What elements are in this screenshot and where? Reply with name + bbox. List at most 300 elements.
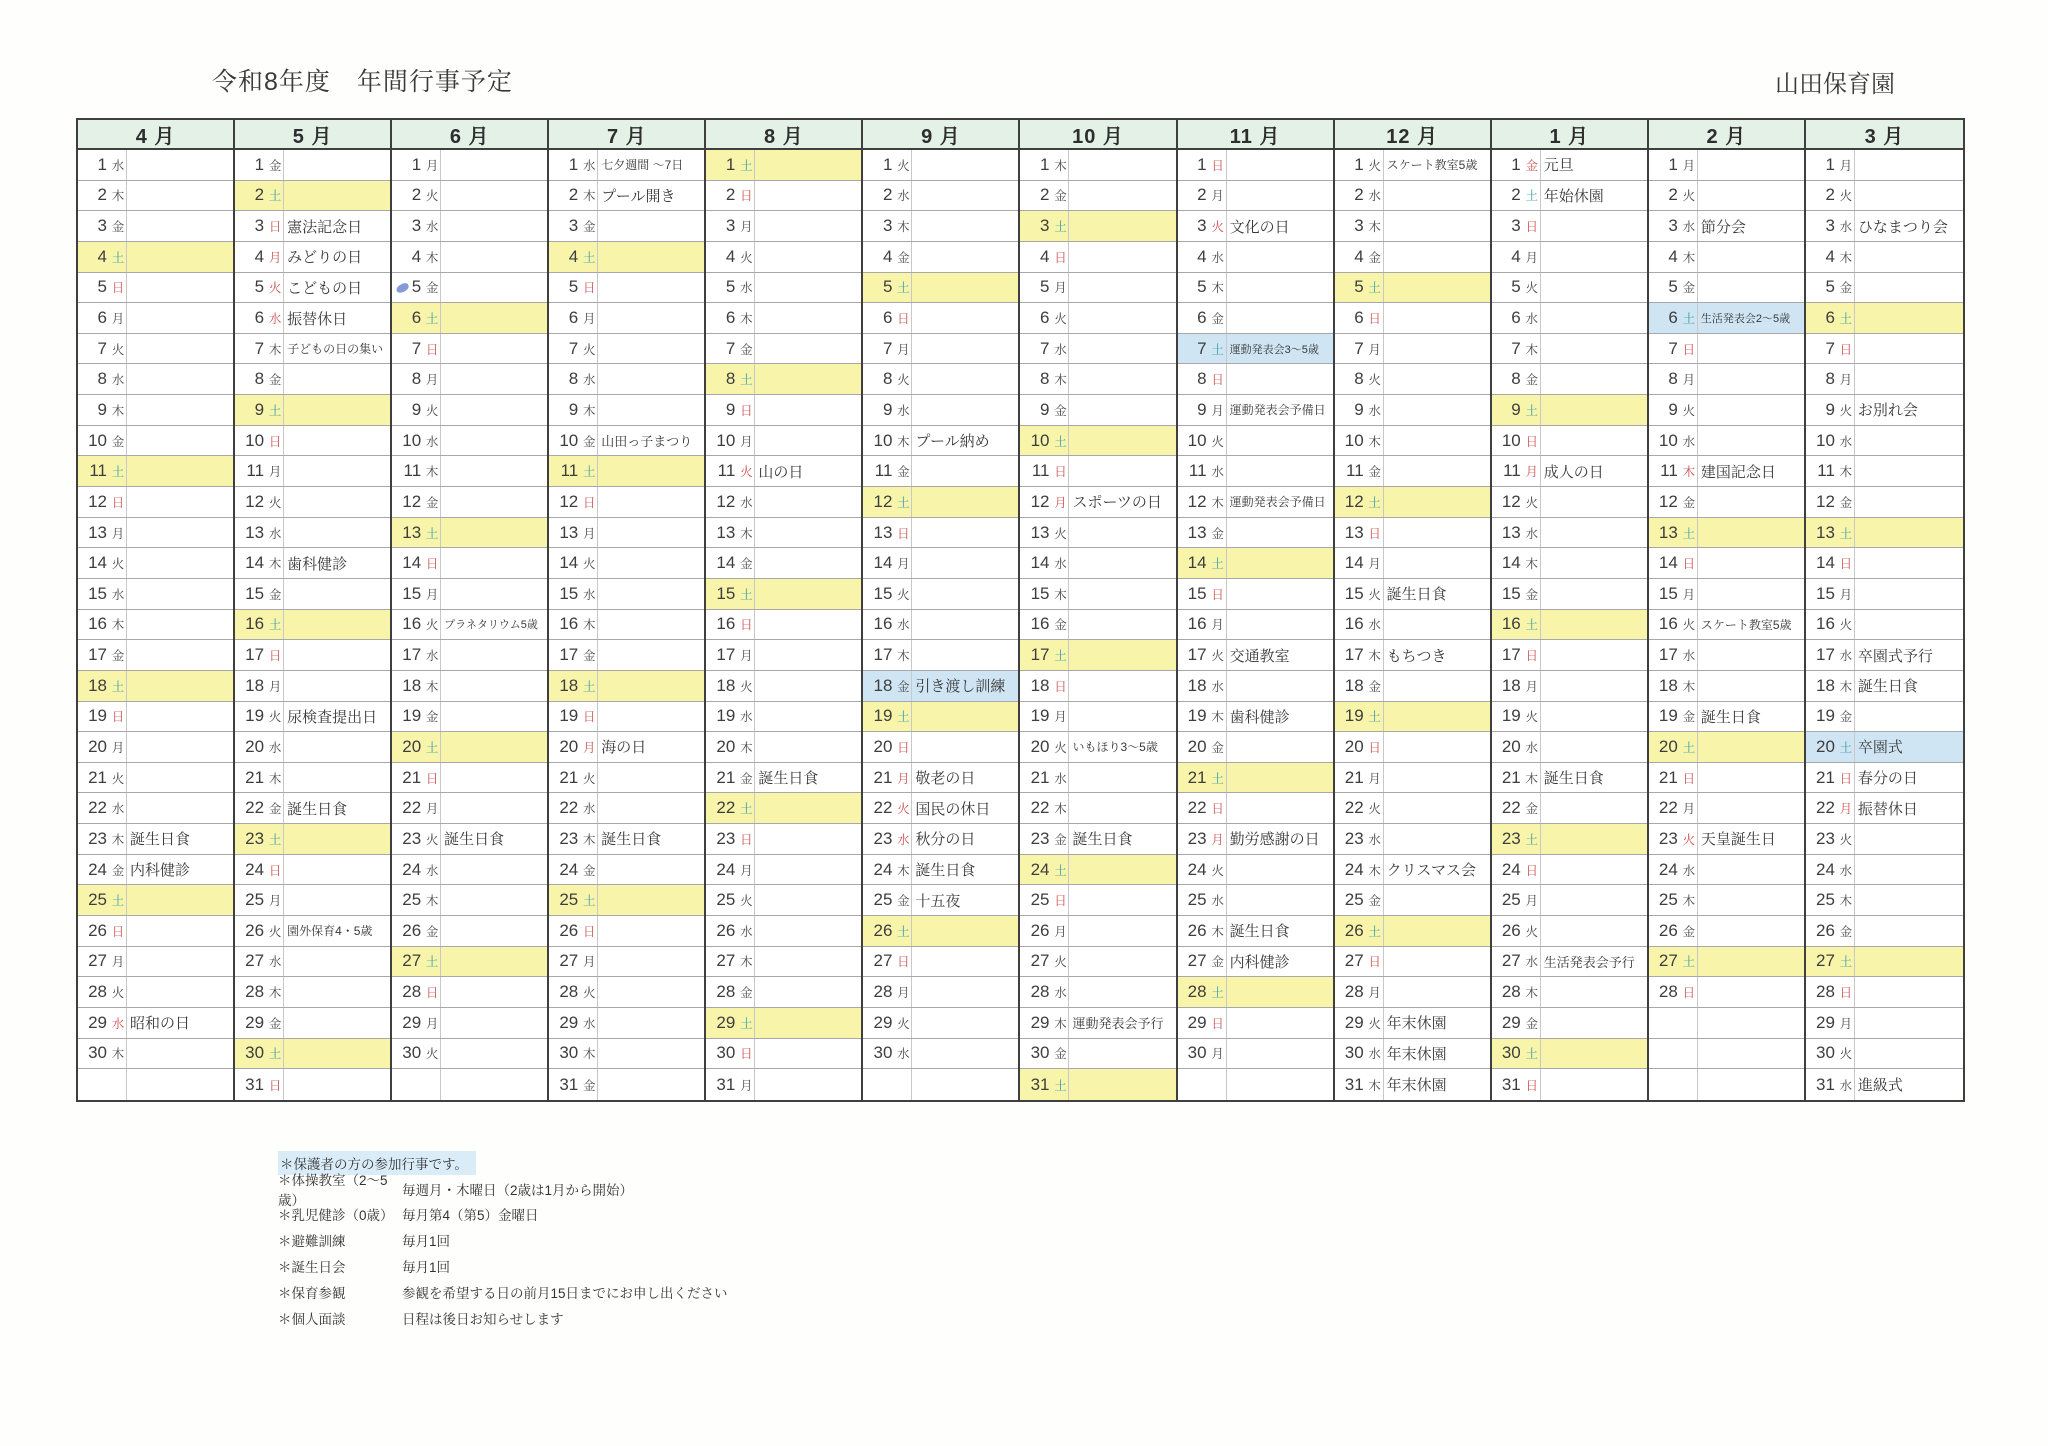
day-number: 3: [1197, 216, 1207, 236]
event-label: 誕生日食: [1540, 763, 1647, 793]
event-label: [283, 364, 390, 394]
day-number: 23: [559, 828, 579, 848]
weekday-char: 金: [1211, 955, 1224, 970]
day-cell: [549, 793, 704, 824]
day-cell: [235, 273, 390, 304]
event-label: [283, 610, 390, 640]
event-label: [126, 763, 233, 793]
event-label: [440, 426, 547, 456]
weekday-char: 日: [268, 1078, 282, 1093]
day-cell: [1178, 1039, 1333, 1070]
day-number: 28: [1344, 982, 1364, 1002]
weekday-char: 日: [740, 618, 753, 633]
day-number: 23: [402, 828, 422, 848]
event-label: [1697, 977, 1804, 1007]
weekday-char: 土: [111, 465, 125, 480]
event-label: [1226, 150, 1333, 180]
event-label: [1540, 793, 1647, 823]
event-label: [597, 334, 704, 364]
day-cell: [1020, 824, 1175, 855]
event-label: [597, 211, 704, 241]
weekday-char: 火: [740, 679, 753, 694]
day-cell: [549, 518, 704, 549]
month-column-1: [78, 120, 235, 1100]
weekday-char: 月: [425, 587, 439, 602]
weekday-char: 月: [1211, 403, 1224, 418]
day-number: 30: [716, 1043, 736, 1063]
weekday-char: 水: [1368, 618, 1381, 633]
day-number: 15: [1030, 583, 1050, 603]
day-cell: [863, 947, 1018, 978]
weekday-char: 木: [1839, 250, 1853, 265]
day-cell: [78, 640, 233, 671]
month-header: 5 月: [235, 120, 390, 150]
weekday-char: 土: [1525, 189, 1538, 204]
day-cell: [863, 671, 1018, 702]
day-number: 13: [716, 522, 736, 542]
event-label: [1383, 273, 1490, 303]
event-label: [911, 916, 1018, 946]
event-label: [1697, 150, 1804, 180]
weekday-char: 火: [1839, 832, 1853, 847]
event-label: 振替休日: [1854, 793, 1963, 823]
day-number: 17: [873, 645, 893, 665]
weekday-char: 月: [268, 679, 282, 694]
weekday-char: 月: [1525, 465, 1538, 480]
day-number: 7: [411, 338, 422, 358]
event-label: 運動発表会予行: [1068, 1008, 1175, 1038]
weekday-char: 月: [1525, 894, 1538, 909]
weekday-char: 月: [1211, 832, 1224, 847]
day-number: 6: [254, 308, 265, 328]
day-number: 10: [716, 430, 736, 450]
day-cell: [235, 1039, 390, 1070]
day-cell: [1020, 640, 1175, 671]
day-number: 25: [1187, 890, 1207, 910]
day-number: 19: [873, 706, 893, 726]
event-label: [1226, 426, 1333, 456]
day-number: 17: [1658, 645, 1678, 665]
event-label: [1854, 579, 1963, 609]
month-column-12: [1806, 120, 1963, 1100]
weekday-char: 火: [1054, 312, 1067, 327]
weekday-char: 火: [582, 557, 596, 572]
day-number: 20: [716, 736, 736, 756]
event-label: [1068, 395, 1175, 425]
event-label: [911, 610, 1018, 640]
day-number: 16: [402, 614, 422, 634]
event-label: [1068, 150, 1175, 180]
weekday-char: 土: [1368, 710, 1381, 725]
event-label: [126, 273, 233, 303]
day-number: 23: [873, 828, 893, 848]
day-number: 9: [97, 399, 107, 419]
event-label: [1697, 763, 1804, 793]
weekday-char: 月: [1839, 802, 1853, 817]
day-cell: [1492, 947, 1647, 978]
weekday-char: 金: [897, 679, 910, 694]
weekday-char: 日: [1368, 526, 1381, 541]
day-number: 11: [1503, 461, 1521, 481]
event-label: [1383, 456, 1490, 486]
day-cell: [863, 303, 1018, 334]
day-cell: [1020, 885, 1175, 916]
day-number: 13: [245, 522, 265, 542]
event-label: [126, 702, 233, 732]
event-label: [1540, 702, 1647, 732]
event-label: 誕生日食: [911, 855, 1018, 885]
weekday-char: 月: [897, 342, 910, 357]
weekday-char: 火: [897, 587, 910, 602]
day-cell: [549, 671, 704, 702]
weekday-char: 水: [111, 373, 125, 388]
event-label: [1068, 334, 1175, 364]
weekday-char: 火: [1054, 955, 1067, 970]
day-number: 5: [97, 277, 107, 297]
event-label: [1854, 273, 1963, 303]
event-label: [1383, 395, 1490, 425]
day-number: 5: [1825, 277, 1835, 297]
event-label: [126, 977, 233, 1007]
day-number: 17: [88, 645, 107, 665]
day-cell: [1178, 303, 1333, 334]
day-cell: [1335, 977, 1490, 1008]
event-label: プラネタリウム5歳: [440, 610, 547, 640]
event-label: 山の日: [754, 456, 861, 486]
weekday-char: 木: [111, 403, 125, 418]
day-cell: [863, 518, 1018, 549]
day-number: 6: [882, 308, 893, 328]
weekday-char: 月: [268, 894, 282, 909]
event-label: [1068, 303, 1175, 333]
weekday-char: 日: [268, 649, 282, 664]
day-number: 17: [402, 645, 422, 665]
day-cell: [392, 456, 547, 487]
note-desc: 参観を希望する日の前月15日までにお申し出ください: [402, 1285, 728, 1301]
event-label: [1383, 242, 1490, 272]
weekday-char: 木: [897, 434, 910, 449]
day-cell: [392, 364, 547, 395]
event-label: 内科健診: [126, 855, 233, 885]
event-label: [754, 916, 861, 946]
day-cell: [235, 610, 390, 641]
event-label: [440, 640, 547, 670]
day-cell: [706, 395, 861, 426]
weekday-char: 金: [268, 587, 282, 602]
day-number: 23: [1658, 828, 1678, 848]
day-number: 18: [1344, 675, 1364, 695]
weekday-char: 土: [111, 679, 125, 694]
day-number: 4: [97, 246, 107, 266]
weekday-char: 水: [1054, 986, 1067, 1001]
day-number: 27: [1187, 951, 1207, 971]
event-label: [597, 793, 704, 823]
day-cell: [1806, 947, 1963, 978]
day-cell: [863, 181, 1018, 212]
event-label: [911, 487, 1018, 517]
month-column-4: [549, 120, 706, 1100]
event-label: 元旦: [1540, 150, 1647, 180]
day-number: 12: [716, 491, 736, 511]
event-label: [597, 855, 704, 885]
day-cell: [1335, 885, 1490, 916]
day-number: 2: [1040, 185, 1050, 205]
event-label: 誕生日食: [1068, 824, 1175, 854]
weekday-char: 月: [1839, 587, 1853, 602]
day-cell: [1806, 671, 1963, 702]
day-number: 23: [1187, 828, 1207, 848]
day-cell: [549, 885, 704, 916]
event-label: スケート教室5歳: [1697, 610, 1804, 640]
weekday-char: 土: [582, 250, 596, 265]
weekday-char: 水: [1054, 557, 1067, 572]
day-cell: [549, 763, 704, 794]
day-number: 11: [1031, 461, 1050, 481]
day-number: 20: [873, 736, 893, 756]
weekday-char: 月: [1368, 771, 1381, 786]
day-number: 12: [402, 491, 422, 511]
day-number: 27: [1658, 951, 1678, 971]
day-number: 29: [1815, 1012, 1835, 1032]
event-label: 運動発表会3～5歳: [1226, 334, 1333, 364]
day-number: 30: [88, 1043, 107, 1063]
day-number: 10: [1187, 430, 1207, 450]
day-cell: [235, 1069, 390, 1100]
event-label: 内科健診: [1226, 947, 1333, 977]
event-label: [754, 1039, 861, 1069]
event-label: [126, 885, 233, 915]
month-header: 2 月: [1649, 120, 1804, 150]
weekday-char: 金: [1368, 250, 1381, 265]
day-cell: [1492, 548, 1647, 579]
day-number: 24: [559, 859, 579, 879]
event-label: [911, 947, 1018, 977]
day-number: 1: [1197, 154, 1207, 174]
day-number: 9: [882, 399, 893, 419]
day-cell: [1649, 916, 1804, 947]
day-cell: [1178, 211, 1333, 242]
day-number: 24: [1030, 859, 1050, 879]
day-number: 5: [254, 277, 265, 297]
day-cell: [78, 824, 233, 855]
day-number: 11: [717, 461, 736, 481]
month-column-8: [1178, 120, 1335, 1100]
day-number: 26: [873, 920, 893, 940]
weekday-char: 金: [582, 220, 596, 235]
day-number: 8: [882, 369, 893, 389]
event-label: 成人の日: [1540, 456, 1647, 486]
day-number: 21: [88, 767, 107, 787]
day-number: 8: [568, 369, 579, 389]
month-header: 11 月: [1178, 120, 1333, 150]
event-label: [1540, 1039, 1647, 1069]
day-number: 15: [1658, 583, 1678, 603]
day-cell: [1492, 242, 1647, 273]
day-cell: [863, 855, 1018, 886]
event-label: [1068, 793, 1175, 823]
event-label: 尿検査提出日: [283, 702, 390, 732]
day-number: 1: [1825, 154, 1835, 174]
weekday-char: 日: [1211, 802, 1224, 817]
day-number: 8: [1197, 369, 1207, 389]
weekday-char: 日: [897, 740, 910, 755]
day-number: 25: [1658, 890, 1678, 910]
day-cell: [549, 732, 704, 763]
day-cell: [1178, 640, 1333, 671]
day-number: 20: [402, 736, 422, 756]
weekday-char: 土: [1525, 618, 1538, 633]
day-number: 28: [88, 982, 107, 1002]
weekday-char: 日: [425, 557, 439, 572]
day-cell: [78, 211, 233, 242]
weekday-char: 水: [425, 649, 439, 664]
event-label: [1226, 793, 1333, 823]
day-cell: [1649, 364, 1804, 395]
day-number: 13: [402, 522, 422, 542]
day-number: 6: [1668, 308, 1678, 328]
day-cell: [1020, 456, 1175, 487]
day-cell: [78, 456, 233, 487]
event-label: [283, 1008, 390, 1038]
event-label: 誕生日食: [1854, 671, 1963, 701]
day-cell: [863, 732, 1018, 763]
event-label: [126, 640, 233, 670]
day-cell: [1178, 610, 1333, 641]
day-number: 15: [1187, 583, 1207, 603]
event-label: [1540, 732, 1647, 762]
weekday-char: 火: [1525, 495, 1538, 510]
day-cell: [235, 855, 390, 886]
weekday-char: 水: [897, 832, 910, 847]
weekday-char: 月: [1525, 250, 1538, 265]
day-cell: [863, 579, 1018, 610]
day-number: 18: [1501, 675, 1521, 695]
day-cell: [1335, 456, 1490, 487]
weekday-char: 木: [1525, 986, 1538, 1001]
event-label: [283, 824, 390, 854]
day-number: 26: [1501, 920, 1521, 940]
day-number: 30: [1187, 1043, 1207, 1063]
day-cell: [1020, 1039, 1175, 1070]
day-number: 25: [1501, 890, 1521, 910]
day-number: 28: [402, 982, 422, 1002]
weekday-char: 金: [1839, 281, 1853, 296]
day-number: 15: [245, 583, 265, 603]
event-label: 建国記念日: [1697, 456, 1804, 486]
day-cell: [1806, 242, 1963, 273]
day-cell: [392, 763, 547, 794]
day-number: 5: [411, 277, 422, 297]
event-label: [1697, 242, 1804, 272]
day-number: 3: [1825, 216, 1835, 236]
event-label: [440, 702, 547, 732]
event-label: [1383, 824, 1490, 854]
weekday-char: 土: [1211, 342, 1224, 357]
weekday-char: 火: [1211, 220, 1224, 235]
weekday-char: 日: [1368, 740, 1381, 755]
weekday-char: 火: [1682, 618, 1696, 633]
day-number: 12: [873, 491, 893, 511]
day-number: 30: [402, 1043, 422, 1063]
day-number: 24: [1344, 859, 1364, 879]
day-number: 28: [716, 982, 736, 1002]
event-label: [1383, 303, 1490, 333]
weekday-char: 土: [1682, 526, 1696, 541]
day-number: 3: [1511, 216, 1521, 236]
day-cell: [1806, 1039, 1963, 1070]
event-label: 誕生日食: [440, 824, 547, 854]
event-label: [754, 1069, 861, 1100]
day-number: 16: [1501, 614, 1521, 634]
weekday-char: 日: [1211, 1016, 1224, 1031]
day-cell: [1492, 1039, 1647, 1070]
event-label: 卒園式予行: [1854, 640, 1963, 670]
day-cell: [78, 181, 233, 212]
weekday-char: 水: [425, 220, 439, 235]
day-number: 14: [1658, 553, 1678, 573]
day-number: 27: [402, 951, 422, 971]
weekday-char: 日: [1368, 312, 1381, 327]
day-cell: [78, 1039, 233, 1070]
weekday-char: 土: [1839, 955, 1853, 970]
weekday-char: 月: [1368, 986, 1381, 1001]
event-label: [597, 885, 704, 915]
weekday-char: 日: [740, 1047, 753, 1062]
weekday-char: 木: [1211, 281, 1224, 296]
day-cell: [1178, 763, 1333, 794]
weekday-char: 木: [1682, 894, 1696, 909]
day-cell: [392, 885, 547, 916]
day-cell: [78, 793, 233, 824]
event-label: [1383, 977, 1490, 1007]
event-label: [1697, 1039, 1804, 1069]
event-label: こどもの日: [283, 273, 390, 303]
note-row-2: [278, 1202, 728, 1228]
note-items: [278, 1172, 728, 1331]
day-cell: [863, 211, 1018, 242]
weekday-char: 金: [897, 250, 910, 265]
event-label: [126, 150, 233, 180]
weekday-char: 月: [268, 250, 282, 265]
day-number: 25: [716, 890, 736, 910]
weekday-char: 木: [1839, 679, 1853, 694]
event-label: [126, 610, 233, 640]
day-cell: [706, 1008, 861, 1039]
day-cell: [1492, 702, 1647, 733]
event-label: スポーツの日: [1068, 487, 1175, 517]
day-number: 4: [725, 246, 736, 266]
event-label: [126, 364, 233, 394]
event-label: [1383, 364, 1490, 394]
weekday-char: 水: [1525, 312, 1538, 327]
weekday-char: 金: [582, 863, 596, 878]
day-cell: [1806, 303, 1963, 334]
day-cell: [706, 426, 861, 457]
event-label: [1540, 824, 1647, 854]
day-number: 2: [568, 185, 579, 205]
day-cell: [1806, 977, 1963, 1008]
day-cell: [549, 579, 704, 610]
weekday-char: 火: [582, 342, 596, 357]
day-cell: [1806, 487, 1963, 518]
day-cell: [392, 211, 547, 242]
day-number: 22: [1030, 798, 1050, 818]
weekday-char: 火: [1368, 587, 1381, 602]
day-number: 9: [1668, 399, 1678, 419]
event-label: [1540, 579, 1647, 609]
weekday-char: 木: [1054, 802, 1067, 817]
day-number: 18: [1658, 675, 1678, 695]
